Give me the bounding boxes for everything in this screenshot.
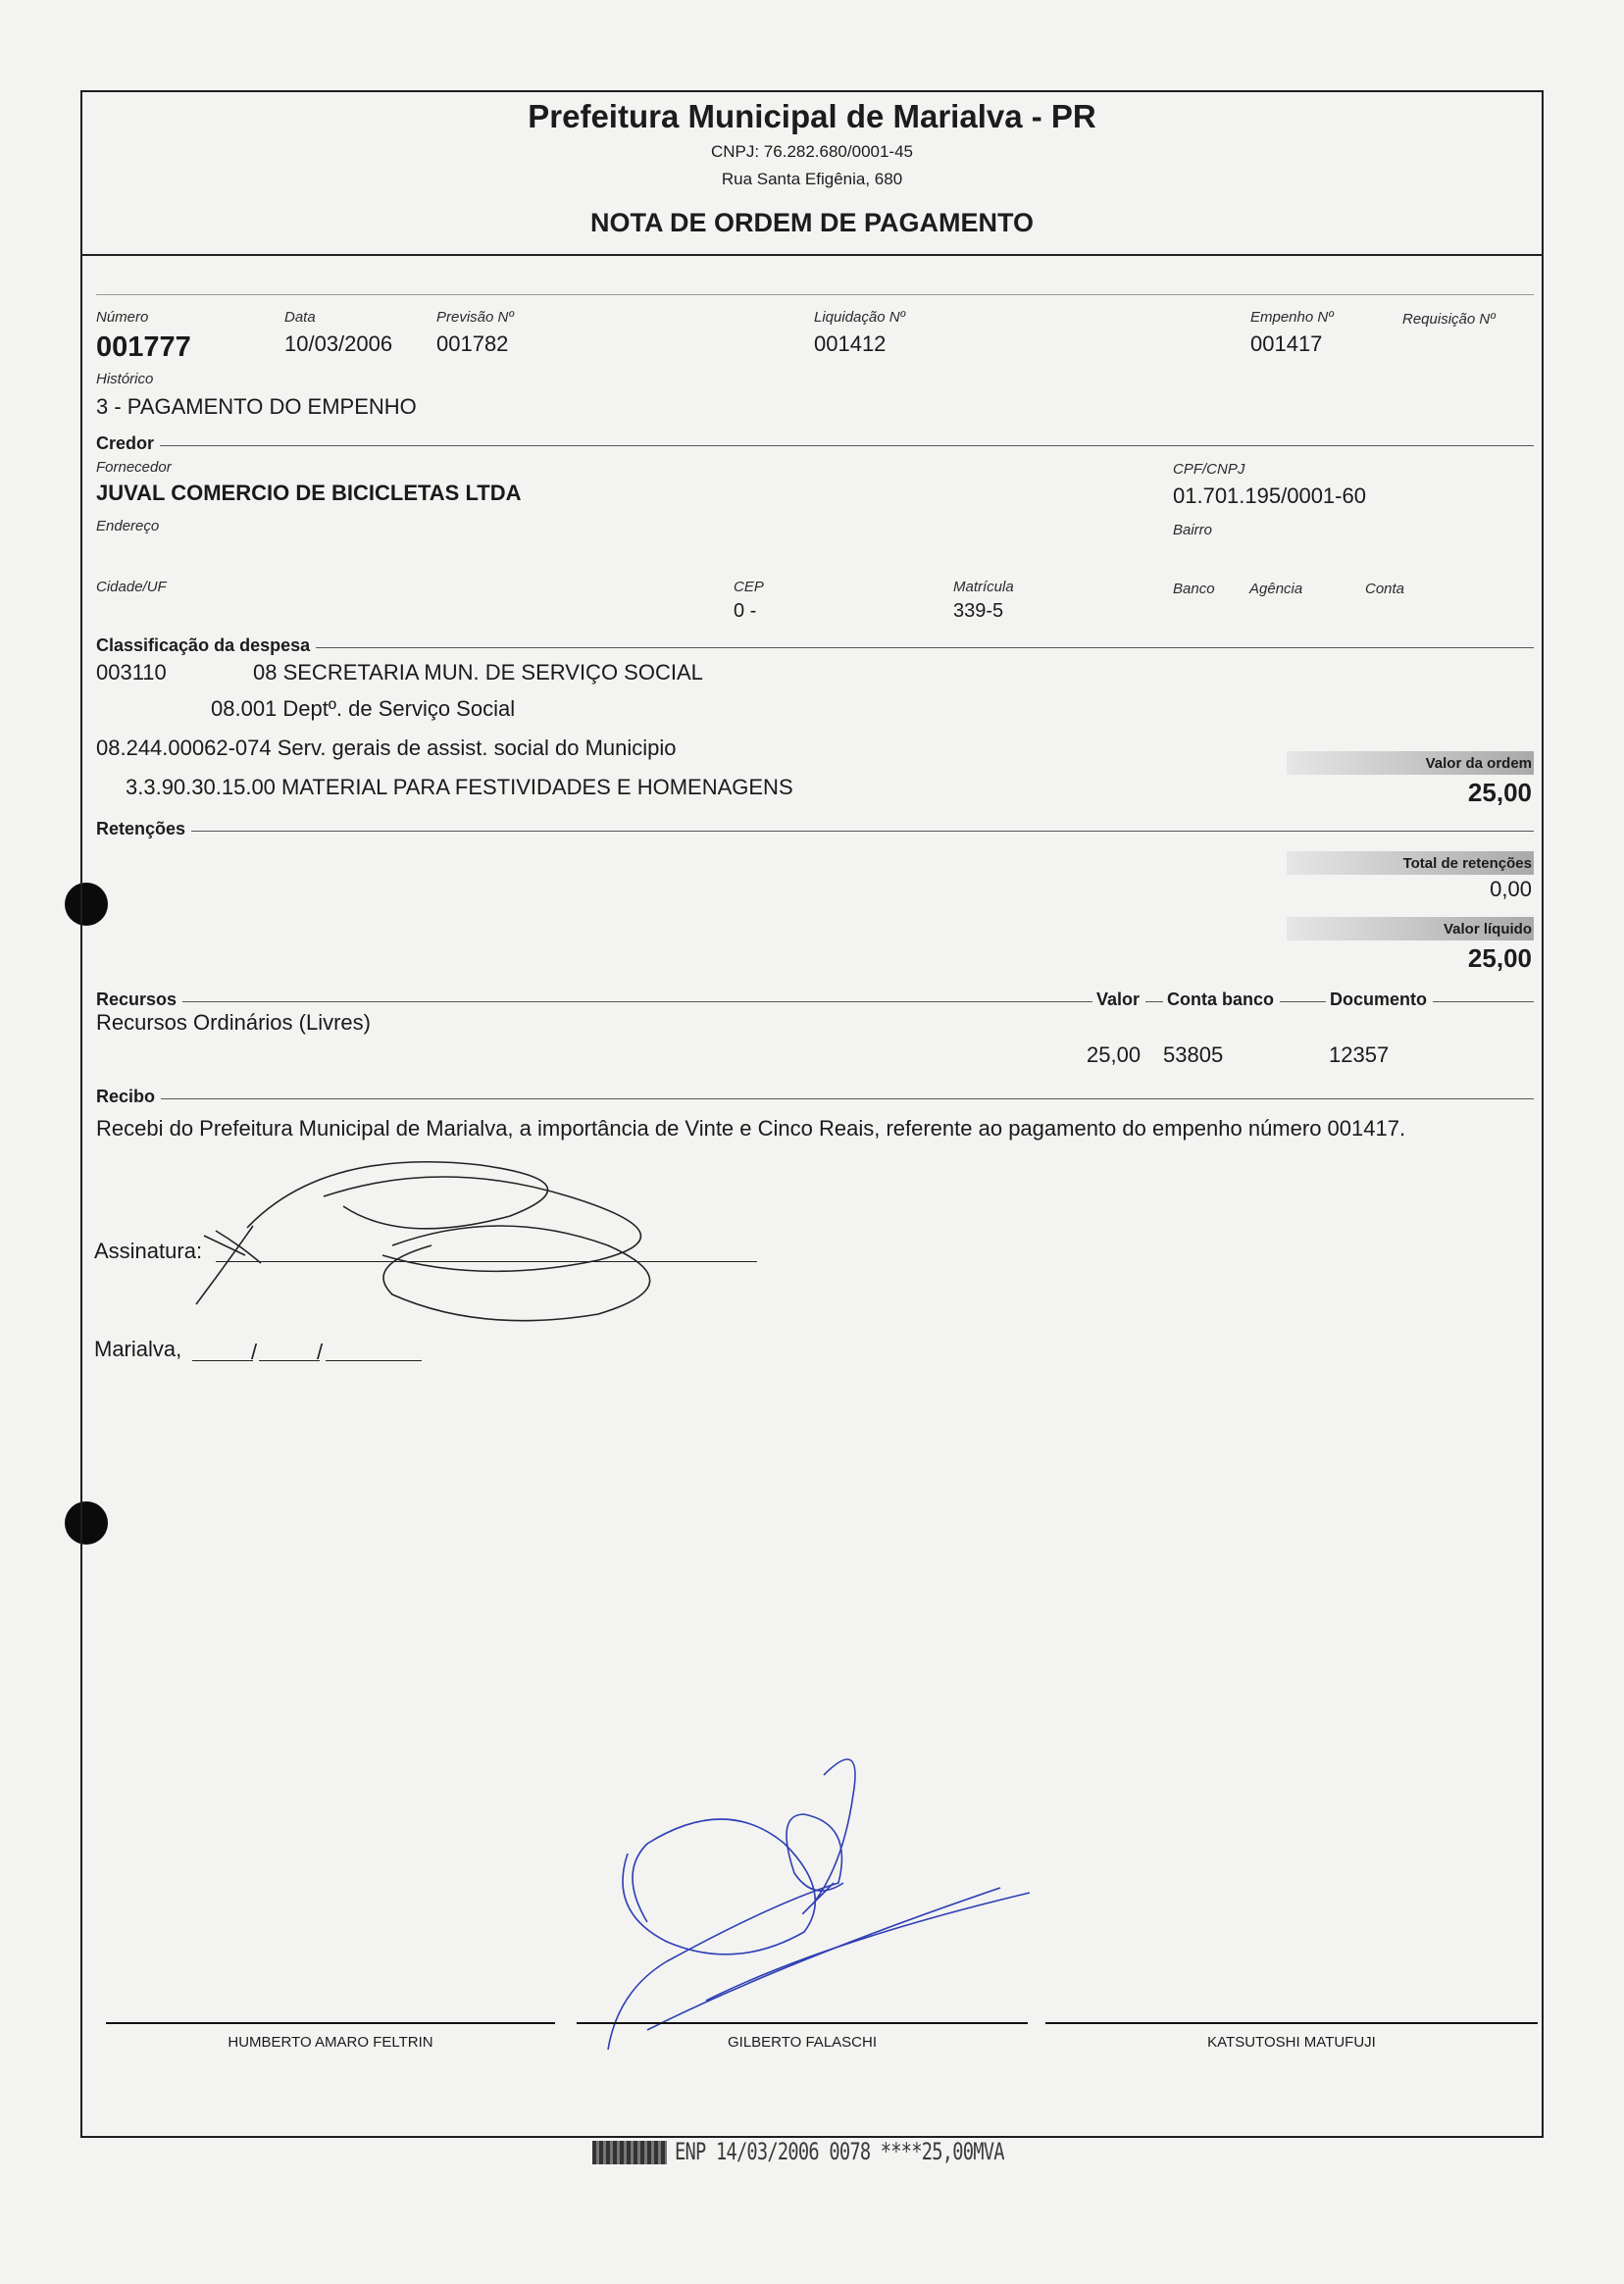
stamp-text: ENP 14/03/2006 0078 ****25,00MVA bbox=[675, 2138, 1004, 2165]
agencia-label: Agência bbox=[1249, 581, 1303, 597]
signatory-name-3: KATSUTOSHI MATUFUJI bbox=[1207, 2034, 1376, 2051]
cpf-label: CPF/CNPJ bbox=[1173, 461, 1245, 478]
endereco-label: Endereço bbox=[96, 518, 160, 534]
cidade-label: Cidade/UF bbox=[96, 579, 167, 595]
header-title: Prefeitura Municipal de Marialva - PR bbox=[528, 98, 1096, 134]
numero-value: 001777 bbox=[96, 331, 191, 363]
date-slash-2: / bbox=[317, 1340, 324, 1364]
gilberto-signature bbox=[588, 1736, 1049, 2059]
date-line-month bbox=[259, 1360, 320, 1361]
matricula-value: 339-5 bbox=[953, 600, 1004, 622]
recibo-rule bbox=[96, 1098, 1534, 1099]
header-cnpj: CNPJ: 76.282.680/0001-45 bbox=[710, 142, 914, 161]
classificacao-heading: Classificação da despesa bbox=[96, 635, 316, 656]
valor-ordem-label: Valor da ordem bbox=[1425, 755, 1532, 772]
signatory-line-2 bbox=[577, 2022, 1028, 2024]
recursos-rule bbox=[96, 1001, 1534, 1002]
signatory-name-2: GILBERTO FALASCHI bbox=[728, 2034, 877, 2051]
total-retencoes-value: 0,00 bbox=[1490, 877, 1532, 901]
signatory-line-3 bbox=[1045, 2022, 1538, 2024]
historico-value: 3 - PAGAMENTO DO EMPENHO bbox=[96, 394, 417, 419]
signatory-name-1: HUMBERTO AMARO FELTRIN bbox=[228, 2034, 433, 2051]
requisicao-label: Requisição Nº bbox=[1402, 311, 1496, 328]
recursos-documento: 12357 bbox=[1329, 1042, 1390, 1067]
previsao-value: 001782 bbox=[436, 331, 509, 356]
date-slash-1: / bbox=[251, 1340, 258, 1364]
classificacao-code: 003110 bbox=[96, 660, 167, 685]
recursos-col-documento: Documento bbox=[1326, 990, 1433, 1010]
stamp-logo-icon bbox=[592, 2141, 667, 2164]
retencoes-heading: Retenções bbox=[96, 819, 191, 839]
recursos-desc: Recursos Ordinários (Livres) bbox=[96, 1010, 371, 1035]
liquidacao-label: Liquidação Nº bbox=[814, 309, 906, 326]
valor-ordem-value: 25,00 bbox=[1467, 778, 1532, 807]
matricula-label: Matrícula bbox=[953, 579, 1014, 595]
cep-label: CEP bbox=[734, 579, 764, 595]
recibo-heading: Recibo bbox=[96, 1087, 161, 1107]
previsao-label: Previsão Nº bbox=[436, 309, 514, 326]
local-label: Marialva, bbox=[94, 1337, 182, 1361]
fornecedor-label: Fornecedor bbox=[96, 459, 172, 476]
data-value: 10/03/2006 bbox=[284, 331, 393, 356]
recursos-heading: Recursos bbox=[96, 990, 182, 1010]
conta-label: Conta bbox=[1365, 581, 1405, 597]
classificacao-line1: 08 SECRETARIA MUN. DE SERVIÇO SOCIAL bbox=[253, 660, 703, 685]
recursos-conta: 53805 bbox=[1163, 1042, 1224, 1067]
date-line-year bbox=[326, 1360, 422, 1361]
historico-label: Histórico bbox=[96, 371, 154, 387]
empenho-value: 001417 bbox=[1250, 331, 1323, 356]
header-address: Rua Santa Efigênia, 680 bbox=[721, 170, 903, 188]
signatory-line-1 bbox=[106, 2022, 555, 2024]
date-line-day bbox=[192, 1360, 253, 1361]
recibo-text: Recebi do Prefeitura Municipal de Marialva, a importância de Vinte e Cinco Reais, referente ao pagamento do empenho número 001417. bbox=[96, 1116, 1406, 1141]
recibo-signature bbox=[186, 1138, 736, 1334]
classificacao-line2: 08.001 Deptº. de Serviço Social bbox=[211, 696, 516, 721]
empenho-label: Empenho Nº bbox=[1250, 309, 1334, 326]
retencoes-rule bbox=[96, 831, 1534, 832]
bairro-label: Bairro bbox=[1173, 522, 1213, 538]
recursos-col-valor: Valor bbox=[1092, 990, 1145, 1010]
data-label: Data bbox=[284, 309, 316, 326]
classificacao-line4: 3.3.90.30.15.00 MATERIAL PARA FESTIVIDADES E HOMENAGENS bbox=[126, 775, 793, 799]
banco-label: Banco bbox=[1173, 581, 1215, 597]
assinatura-label: Assinatura: bbox=[94, 1239, 203, 1263]
classificacao-line3: 08.244.00062-074 Serv. gerais de assist. social do Municipio bbox=[96, 736, 677, 760]
header-subdivider bbox=[96, 294, 1534, 295]
credor-rule bbox=[96, 445, 1534, 446]
valor-liquido-label: Valor líquido bbox=[1443, 921, 1532, 938]
valor-liquido-value: 25,00 bbox=[1467, 943, 1532, 973]
cep-value: 0 - bbox=[734, 600, 757, 622]
recursos-col-conta: Conta banco bbox=[1163, 990, 1280, 1010]
total-retencoes-label: Total de retenções bbox=[1402, 855, 1532, 872]
numero-label: Número bbox=[96, 309, 149, 326]
doc-title: NOTA DE ORDEM DE PAGAMENTO bbox=[589, 208, 1034, 237]
liquidacao-value: 001412 bbox=[814, 331, 887, 356]
fornecedor-value: JUVAL COMERCIO DE BICICLETAS LTDA bbox=[96, 481, 522, 505]
cpf-value: 01.701.195/0001-60 bbox=[1173, 483, 1366, 508]
credor-heading: Credor bbox=[96, 433, 160, 454]
recursos-valor: 25,00 bbox=[1087, 1042, 1142, 1067]
header-divider bbox=[80, 254, 1544, 256]
